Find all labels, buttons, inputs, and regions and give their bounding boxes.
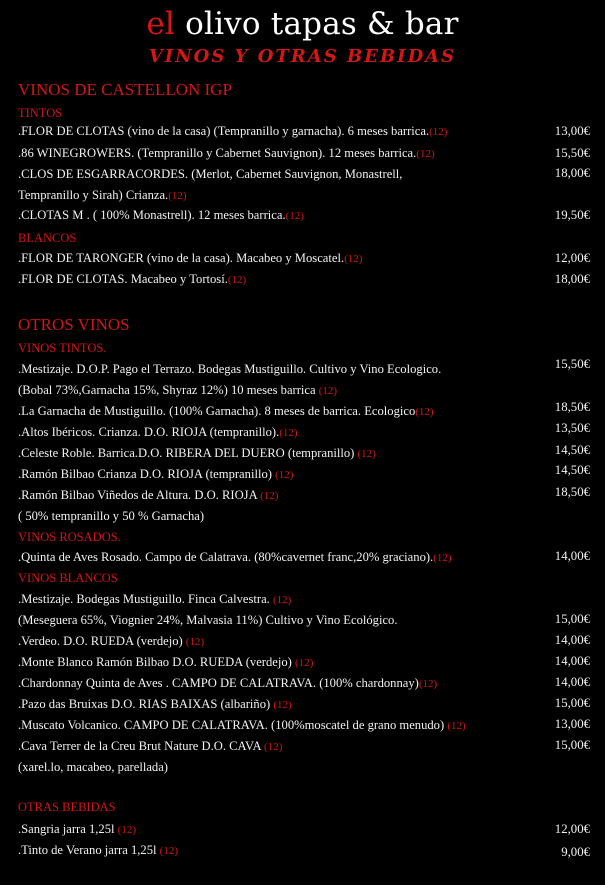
item-price: 14,00€ xyxy=(554,633,590,647)
item-price: 14,50€ xyxy=(554,443,590,457)
menu-item-text-cont: (Bobal 73%,Garnacha 15%, Shyraz 12%) 10 meses barrica (12) xyxy=(18,383,338,397)
item-price: 14,00€ xyxy=(554,675,590,689)
item-tag: (12) xyxy=(275,469,294,481)
title-rest: olivo tapas & bar xyxy=(175,6,459,42)
item-price: 19,50€ xyxy=(554,208,590,222)
menu-item-text: .Cava Terrer de la Creu Brut Nature D.O. CAVA (12) xyxy=(18,739,283,753)
item-tag: (12) xyxy=(185,636,205,648)
item-price: 18,00€ xyxy=(554,272,590,286)
menu-item-text: .86 WINEGROWERS. (Tempranillo y Cabernet Sauvignon). 12 meses barrica.(12) xyxy=(18,146,435,160)
item-price: 15,50€ xyxy=(554,146,590,160)
menu-item-text: .Celeste Roble. Barrica.D.O. RIBERA DEL DUERO (tempranillo) (12) xyxy=(18,446,376,460)
item-price: 15,00€ xyxy=(554,612,590,626)
menu-item-text: .CLOS DE ESGARRACORDES. (Merlot, Cabernet Sauvignon, Monastrell, xyxy=(18,167,403,181)
menu-item-text: .Mestizaje. Bodegas Mustiguillo. Finca Calvestra. (12) xyxy=(18,592,292,606)
menu-item-text: .Muscato Volcanico. CAMPO DE CALATRAVA. (100%moscatel de grano menudo) (12) xyxy=(18,718,466,732)
restaurant-title xyxy=(0,6,605,42)
item-tag: (12) xyxy=(117,824,136,836)
menu-item-text: .Tinto de Verano jarra 1,25l (12) xyxy=(18,843,178,857)
item-tag: (12) xyxy=(344,253,363,265)
item-price: 13,00€ xyxy=(554,717,590,731)
item-tag: (12) xyxy=(295,657,314,669)
menu-item-text: .FLOR DE TARONGER (vino de la casa). Macabeo y Moscatel.(12) xyxy=(18,251,363,265)
item-price: 13,50€ xyxy=(554,421,590,435)
menu-item-text: .Altos Ibéricos. Crianza. D.O. RIOJA (tempranillo).(12) xyxy=(18,425,298,439)
category-otras-bebidas: OTRAS BEBIDAS xyxy=(18,800,116,814)
menu-item-text: .FLOR DE CLOTAS (vino de la casa) (Tempranillo y garnacha). 6 meses barrica.(12) xyxy=(18,124,448,138)
item-price: 14,50€ xyxy=(554,463,590,477)
title-el: el xyxy=(146,6,176,42)
menu-item-text: .Chardonnay Quinta de Aves . CAMPO DE CALATRAVA. (100% chardonnay)(12) xyxy=(18,676,438,690)
category-vinos-tintos: VINOS TINTOS. xyxy=(18,341,107,355)
item-tag: (12) xyxy=(429,126,448,138)
section-title-otros-vinos: OTROS VINOS xyxy=(18,315,130,334)
item-price: 18,00€ xyxy=(554,166,590,180)
category-blancos: BLANCOS xyxy=(18,231,77,245)
item-tag: (12) xyxy=(273,699,292,711)
section-title-castellon: VINOS DE CASTELLON IGP xyxy=(18,80,232,99)
menu-item-text: .Ramón Bilbao Crianza D.O. RIOJA (tempranillo) (12) xyxy=(18,467,294,481)
menu-item-text: .La Garnacha de Mustiguillo. (100% Garnacha). 8 meses de barrica. Ecologico(12) xyxy=(18,404,434,418)
item-tag: (12) xyxy=(168,190,187,202)
menu-item-text-cont: Tempranillo y Sirah) Crianza.(12) xyxy=(18,188,187,202)
item-price: 14,00€ xyxy=(554,549,590,563)
category-vinos-blancos: VINOS BLANCOS xyxy=(18,571,118,585)
item-tag: (12) xyxy=(447,720,466,732)
item-tag: (12) xyxy=(279,427,298,439)
item-price: 12,00€ xyxy=(554,251,590,265)
menu-item-text: .Mestizaje. D.O.P. Pago el Terrazo. Bodegas Mustiguillo. Cultivo y Vino Ecologico. xyxy=(18,362,442,376)
menu-item-text-cont: ( 50% tempranillo y 50 % Garnacha) xyxy=(18,509,205,523)
item-tag: (12) xyxy=(418,678,438,690)
item-price: 9,00€ xyxy=(561,845,590,859)
item-tag: (12) xyxy=(159,845,178,857)
item-tag: (12) xyxy=(227,274,247,286)
menu-item-text: .Quinta de Aves Rosado. Campo de Calatrava. (80%cavernet franc,20% graciano).(12) xyxy=(18,550,452,564)
item-price: 14,00€ xyxy=(554,654,590,668)
item-price: 12,00€ xyxy=(554,822,590,836)
menu-item-text-cont: (Meseguera 65%, Viognier 24%, Malvasia 11%) Cultivo y Vino Ecológico. xyxy=(18,613,398,627)
item-tag: (12) xyxy=(318,385,338,397)
item-price: 13,00€ xyxy=(554,124,590,138)
item-tag: (12) xyxy=(357,448,376,460)
item-tag: (12) xyxy=(264,741,283,753)
category-vinos-rosados: VINOS ROSADOS. xyxy=(18,530,121,544)
item-tag: (12) xyxy=(260,490,279,502)
item-price: 15,00€ xyxy=(554,738,590,752)
item-price: 15,50€ xyxy=(554,357,590,371)
item-price: 18,50€ xyxy=(554,400,590,414)
item-tag: (12) xyxy=(285,210,304,222)
category-tintos: TINTOS xyxy=(18,106,63,120)
menu-item-text: .Verdeo. D.O. RUEDA (verdejo) (12) xyxy=(18,634,205,648)
menu-item-text: .FLOR DE CLOTAS. Macabeo y Tortosí.(12) xyxy=(18,272,247,286)
menu-item-text: .Sangria jarra 1,25l (12) xyxy=(18,822,136,836)
menu-item-text-cont: (xarel.lo, macabeo, parellada) xyxy=(18,760,168,774)
item-tag: (12) xyxy=(415,406,434,418)
menu-item-text: .Ramón Bilbao Viñedos de Altura. D.O. RIOJA (12) xyxy=(18,488,279,502)
item-tag: (12) xyxy=(416,148,435,160)
menu-item-text: .Monte Blanco Ramón Bilbao D.O. RUEDA (verdejo) (12) xyxy=(18,655,314,669)
item-price: 15,00€ xyxy=(554,696,590,710)
item-tag: (12) xyxy=(433,552,452,564)
menu-subtitle: VINOS Y OTRAS BEBIDAS xyxy=(148,46,457,67)
menu-item-text: .CLOTAS M . ( 100% Monastrell). 12 meses barrica.(12) xyxy=(18,208,304,222)
menu-item-text: .Pazo das Bruixas D.O. RIAS BAIXAS (albariño) (12) xyxy=(18,697,292,711)
item-tag: (12) xyxy=(272,594,292,606)
item-price: 18,50€ xyxy=(554,485,590,499)
